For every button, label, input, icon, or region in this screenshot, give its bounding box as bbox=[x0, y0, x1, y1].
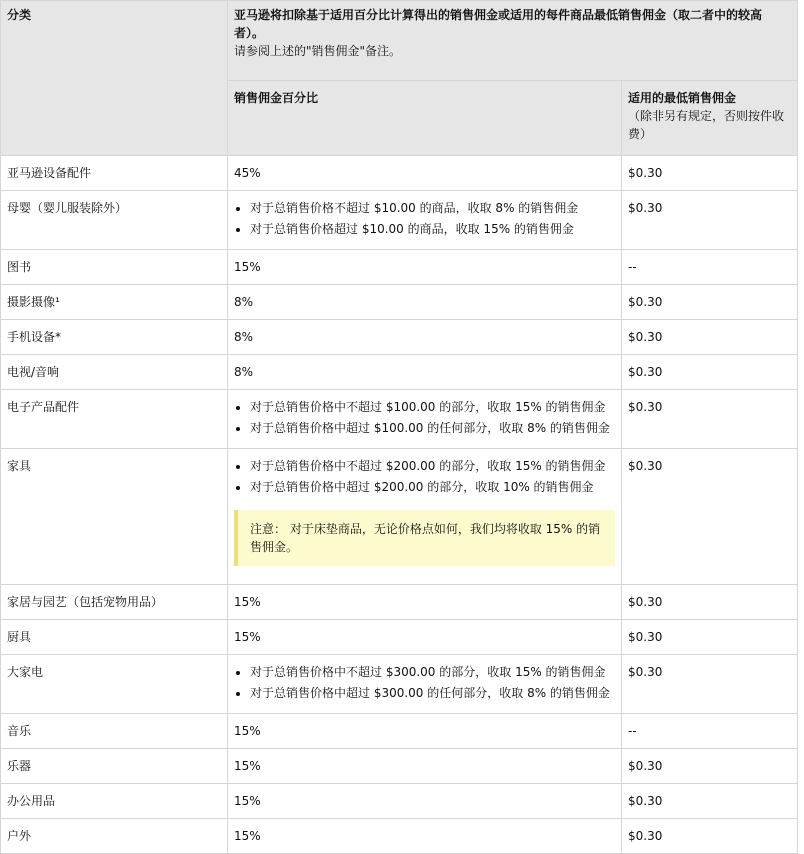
min-fee-cell: -- bbox=[622, 714, 798, 749]
category-cell: 户外 bbox=[1, 819, 228, 854]
category-cell: 母婴（婴儿服装除外） bbox=[1, 191, 228, 250]
header-category: 分类 bbox=[1, 1, 228, 156]
header-main-line2: 请参阅上述的"销售佣金"备注。 bbox=[234, 44, 402, 58]
table-row bbox=[1, 620, 798, 655]
category-cell: 图书 bbox=[1, 250, 228, 285]
category-cell: 音乐 bbox=[1, 714, 228, 749]
min-fee-cell: $0.30 bbox=[622, 784, 798, 819]
header-main bbox=[228, 1, 798, 81]
min-fee-cell: $0.30 bbox=[622, 320, 798, 355]
category-cell: 乐器 bbox=[1, 749, 228, 784]
min-fee-cell: -- bbox=[622, 250, 798, 285]
fee-percentage-cell bbox=[228, 191, 622, 250]
fee-percentage-cell: 8% bbox=[228, 285, 622, 320]
category-cell: 大家电 bbox=[1, 655, 228, 714]
fee-percentage-cell: 15% bbox=[228, 620, 622, 655]
category-cell: 家居与园艺（包括宠物用品） bbox=[1, 585, 228, 620]
min-fee-cell: $0.30 bbox=[622, 620, 798, 655]
table-row bbox=[1, 390, 798, 449]
table-row bbox=[1, 819, 798, 854]
category-cell: 手机设备* bbox=[1, 320, 228, 355]
fee-percentage-cell bbox=[228, 655, 622, 714]
fee-rule-item: • 对于总销售价格中超过 $100.00 的任何部分，收取 8% 的销售佣金 bbox=[250, 419, 615, 437]
header-pct-col: 销售佣金百分比 bbox=[228, 81, 622, 156]
table-row bbox=[1, 749, 798, 784]
fee-rules-list bbox=[234, 663, 615, 702]
fee-rule-item: • 对于总销售价格中超过 $200.00 的部分，收取 10% 的销售佣金 bbox=[250, 478, 615, 496]
header-min-col bbox=[622, 81, 798, 156]
table-row bbox=[1, 449, 798, 585]
fee-rules-list bbox=[234, 457, 615, 496]
table-row bbox=[1, 585, 798, 620]
fee-rules-list bbox=[234, 199, 615, 238]
header-main-line1: 亚马逊将扣除基于适用百分比计算得出的销售佣金或适用的每件商品最低销售佣金（取二者中的较高者）。 bbox=[234, 8, 763, 40]
table-row bbox=[1, 250, 798, 285]
fee-rule-item: • 对于总销售价格中不超过 $100.00 的部分，收取 15% 的销售佣金 bbox=[250, 398, 615, 416]
fee-percentage-cell: 45% bbox=[228, 156, 622, 191]
fee-rule-item: • 对于总销售价格不超过 $10.00 的商品，收取 8% 的销售佣金 bbox=[250, 199, 615, 217]
min-fee-cell: $0.30 bbox=[622, 449, 798, 585]
min-fee-cell: $0.30 bbox=[622, 655, 798, 714]
table-row bbox=[1, 784, 798, 819]
fee-percentage-cell: 15% bbox=[228, 714, 622, 749]
table-row bbox=[1, 655, 798, 714]
min-fee-cell: $0.30 bbox=[622, 390, 798, 449]
category-cell: 摄影摄像¹ bbox=[1, 285, 228, 320]
fee-rule-item: • 对于总销售价格中超过 $300.00 的任何部分，收取 8% 的销售佣金 bbox=[250, 684, 615, 702]
header-min-col-title: 适用的最低销售佣金 bbox=[628, 91, 737, 105]
fee-rule-item: • 对于总销售价格超过 $10.00 的商品，收取 15% 的销售佣金 bbox=[250, 220, 615, 238]
fee-percentage-cell: 8% bbox=[228, 355, 622, 390]
category-cell: 亚马逊设备配件 bbox=[1, 156, 228, 191]
category-cell: 电子产品配件 bbox=[1, 390, 228, 449]
fee-rules-list bbox=[234, 398, 615, 437]
category-cell: 厨具 bbox=[1, 620, 228, 655]
category-cell: 家具 bbox=[1, 449, 228, 585]
min-fee-cell: $0.30 bbox=[622, 355, 798, 390]
table-row bbox=[1, 355, 798, 390]
table-row bbox=[1, 191, 798, 250]
fee-percentage-cell: 8% bbox=[228, 320, 622, 355]
mattress-note bbox=[234, 510, 615, 566]
min-fee-cell: $0.30 bbox=[622, 191, 798, 250]
category-cell: 电视/音响 bbox=[1, 355, 228, 390]
fee-percentage-cell bbox=[228, 390, 622, 449]
category-cell: 办公用品 bbox=[1, 784, 228, 819]
min-fee-cell: $0.30 bbox=[622, 156, 798, 191]
note-label: 注意： bbox=[250, 522, 287, 536]
fee-rule-item: • 对于总销售价格中不超过 $300.00 的部分，收取 15% 的销售佣金 bbox=[250, 663, 615, 681]
fee-percentage-cell: 15% bbox=[228, 784, 622, 819]
fee-percentage-cell: 15% bbox=[228, 819, 622, 854]
note-text: 对于床垫商品，无论价格点如何，我们均将收取 15% 的销售佣金。 bbox=[250, 522, 601, 554]
min-fee-cell: $0.30 bbox=[622, 749, 798, 784]
table-row bbox=[1, 285, 798, 320]
fee-percentage-cell bbox=[228, 449, 622, 585]
fee-percentage-cell: 15% bbox=[228, 585, 622, 620]
fee-percentage-cell: 15% bbox=[228, 250, 622, 285]
table-row bbox=[1, 320, 798, 355]
min-fee-cell: $0.30 bbox=[622, 285, 798, 320]
table-row bbox=[1, 156, 798, 191]
min-fee-cell: $0.30 bbox=[622, 585, 798, 620]
header-min-col-note: （除非另有规定，否则按件收费） bbox=[628, 109, 785, 141]
fee-percentage-cell: 15% bbox=[228, 749, 622, 784]
min-fee-cell: $0.30 bbox=[622, 819, 798, 854]
table-row bbox=[1, 714, 798, 749]
fee-rule-item: • 对于总销售价格中不超过 $200.00 的部分，收取 15% 的销售佣金 bbox=[250, 457, 615, 475]
